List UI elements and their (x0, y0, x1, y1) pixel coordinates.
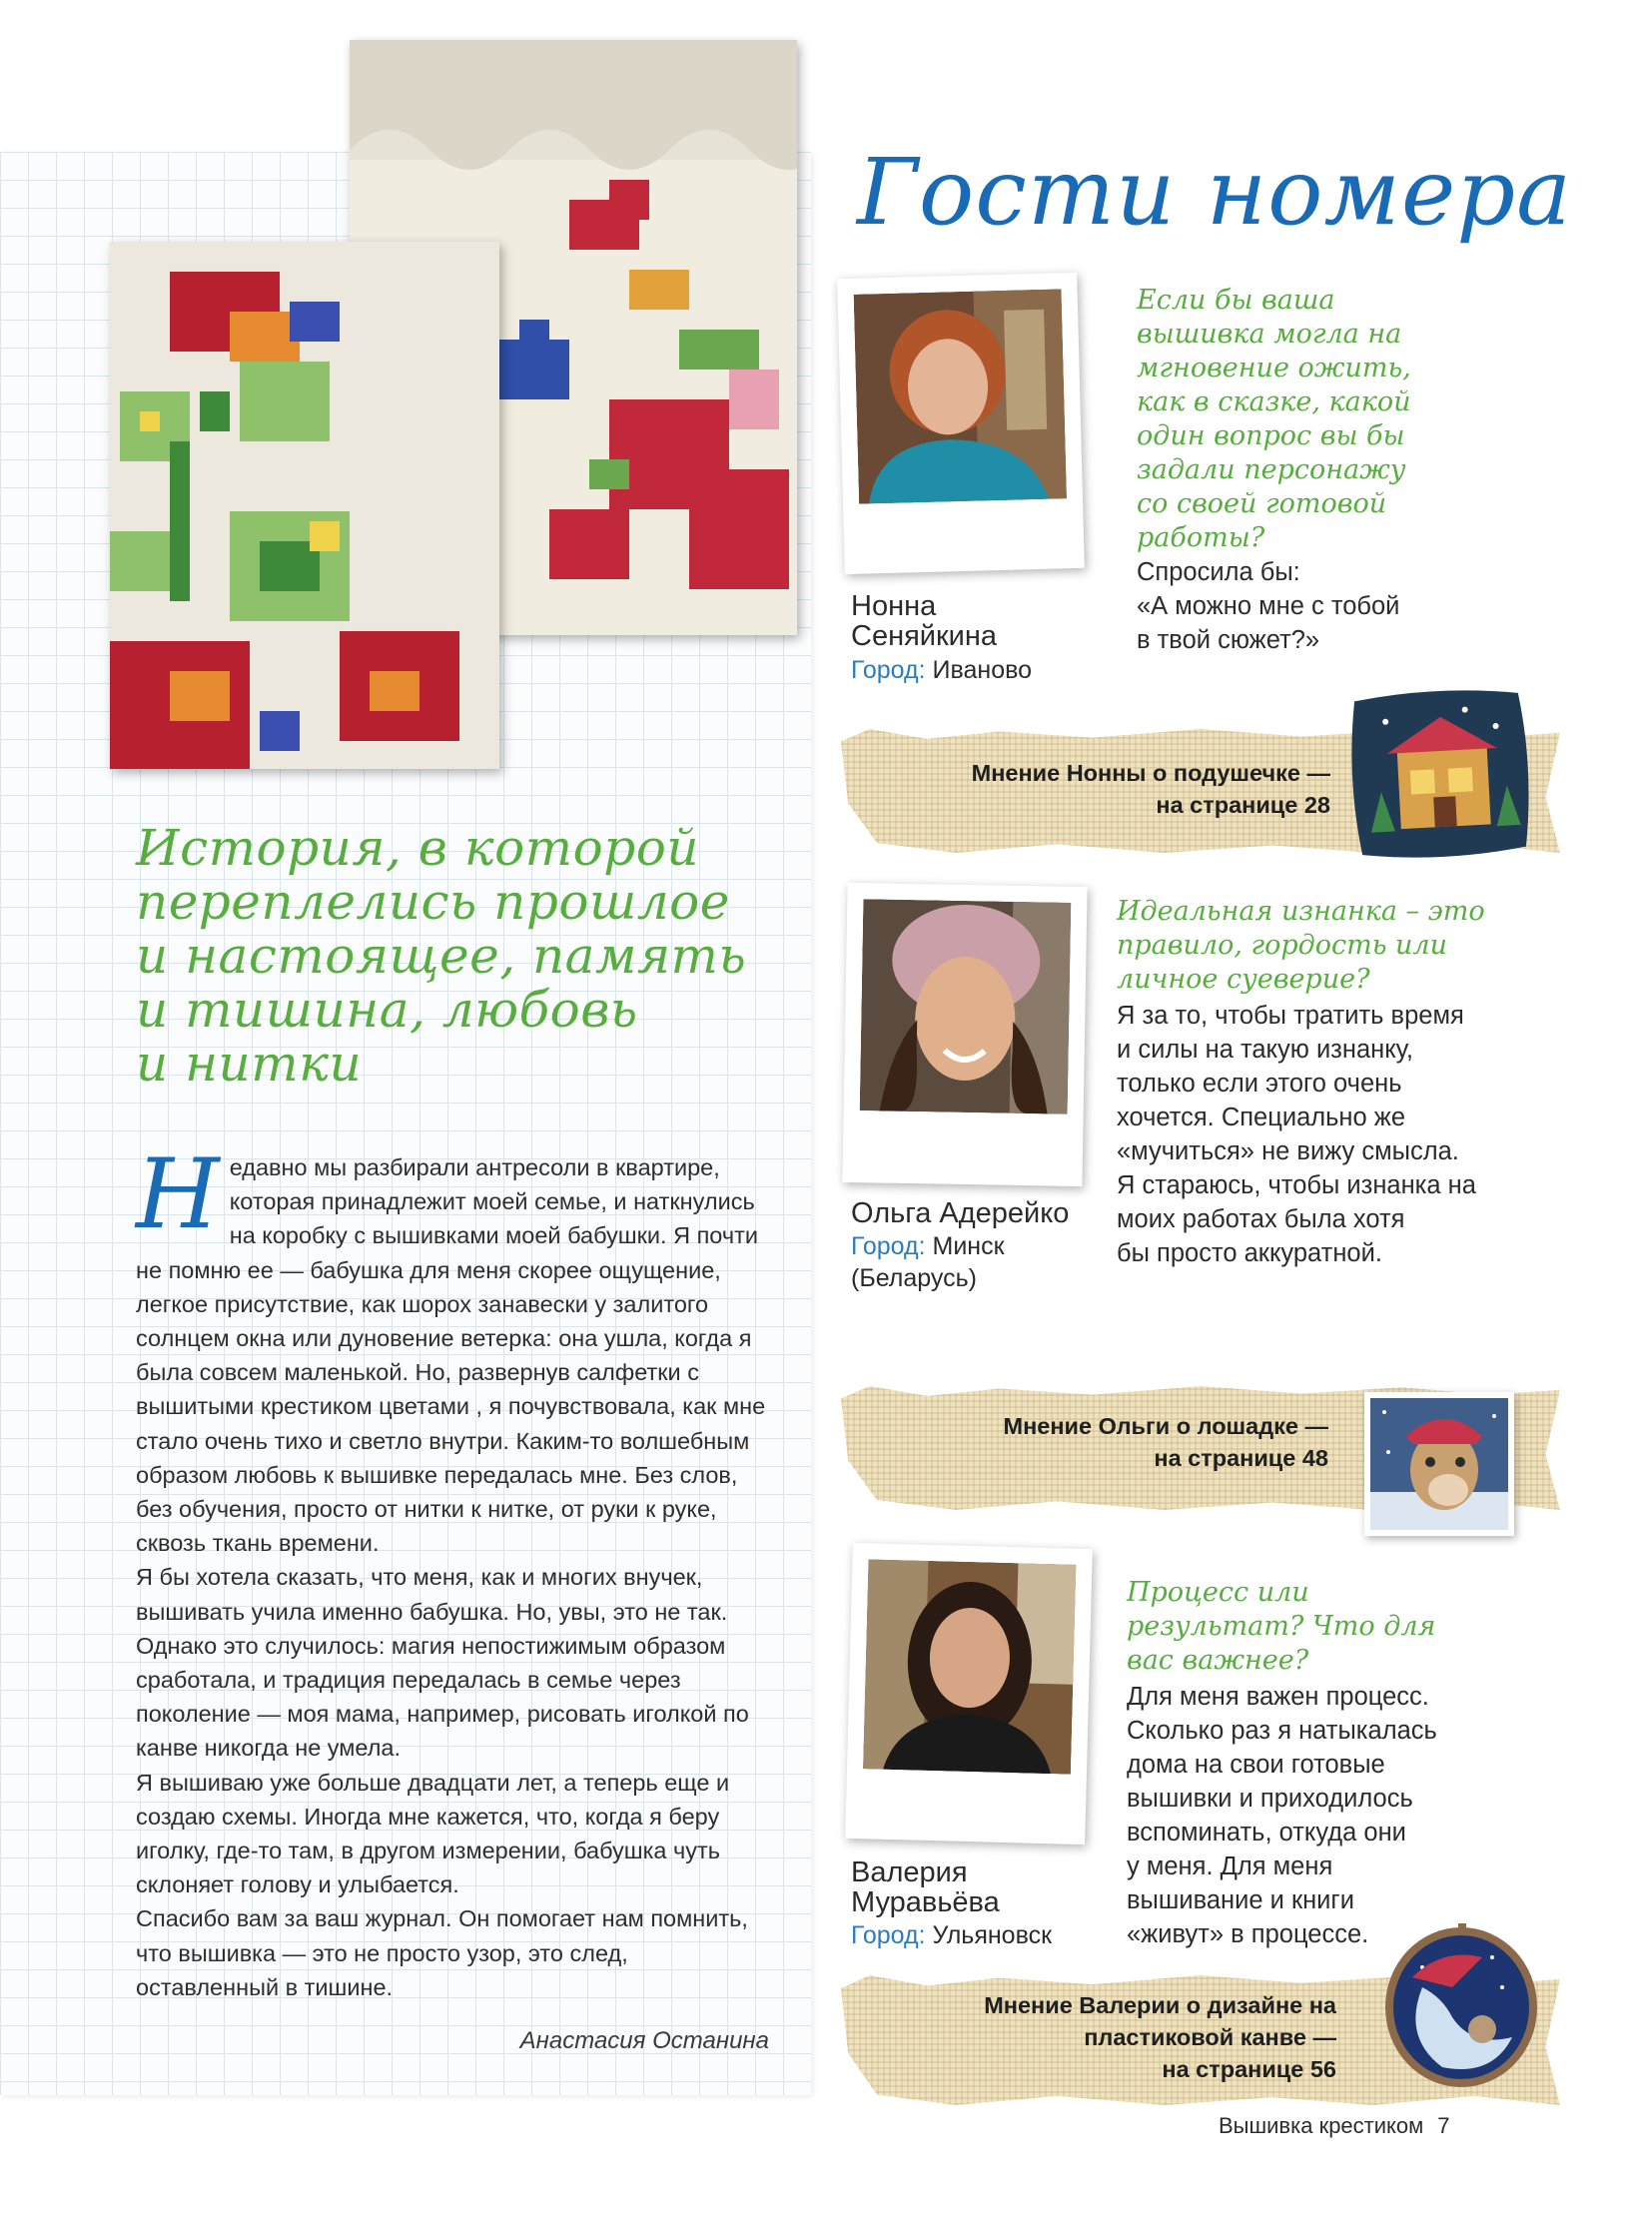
guest-answer (1127, 1680, 1437, 1951)
opinion-banner-text[interactable] (851, 757, 1330, 821)
answer-line: Я за то, чтобы тратить время (1117, 1002, 1464, 1030)
city-value: Минск (932, 1232, 1005, 1260)
banner-line: Мнение Нонны о подушечке — (971, 760, 1330, 786)
guest-question (1137, 284, 1411, 555)
question-line: как в сказке, какой (1137, 386, 1411, 417)
question-line: вас важнее? (1127, 1645, 1309, 1676)
guest-name (851, 1198, 1069, 1228)
guest-question (1117, 895, 1485, 997)
question-line: правило, гордость или (1117, 930, 1448, 961)
horse-embroidery-image (1364, 1392, 1514, 1536)
answer-line: только если этого очень (1117, 1070, 1402, 1098)
question-line: личное суеверие? (1117, 964, 1370, 995)
answer-line: вспоминать, откуда они (1127, 1819, 1406, 1846)
guest-photo-frame (842, 883, 1087, 1186)
answer-line: «А можно мне с тобой (1137, 592, 1400, 620)
story-paragraph: Я вышиваю уже больше двадцати лет, а теперь еще и создаю схемы. Иногда мне кажется, что, когда я беру иголку, где-то там, в другом измерении, бабушка чуть склоняет голову и улыбается. (136, 1769, 730, 1898)
guest-name-line: Нонна (851, 590, 937, 622)
banner-line: на странице 56 (1162, 2056, 1336, 2082)
magazine-name: Вышивка крестиком (1219, 2113, 1424, 2138)
banner-line: Мнение Валерии о дизайне на (984, 1992, 1336, 2018)
story-paragraph: Спасибо вам за ваш журнал. Он помогает нам помнить, что вышивка — это не просто узор, это след, оставленный в тишине. (136, 1905, 748, 2000)
guest-name-line: Валерия (851, 1856, 968, 1888)
guest-name (851, 1857, 1000, 1917)
story-title-line: и настоящее, память (136, 927, 747, 985)
story-title-line: История, в которой (136, 819, 700, 877)
city-value: (Беларусь) (851, 1264, 977, 1292)
answer-line: Для меня важен процесс. (1127, 1683, 1429, 1711)
guest-portrait (854, 289, 1067, 503)
guest-portrait (860, 899, 1072, 1114)
guest-name-line: Сеняйкина (851, 620, 998, 652)
answer-line: «мучиться» не вижу смысла. (1117, 1137, 1459, 1165)
banner-line: на странице 48 (1154, 1445, 1328, 1471)
banner-line: Мнение Ольги о лошадке — (1003, 1413, 1328, 1439)
city-label: Город: (851, 1232, 926, 1260)
question-line: результат? Что для (1127, 1611, 1436, 1642)
page-title: Гости номера (857, 139, 1573, 246)
answer-line: Сколько раз я натыкалась (1127, 1717, 1437, 1745)
pillow-embroidery-image (1344, 684, 1537, 863)
story-paragraph: едавно мы разбирали антресоли в квартире, которая принадлежит моей семье, и наткнулись на коробку с вышивками моей бабушки. Я почти не помню ее — бабушка для меня скорее ощущение, легкое присутствие, как шорох занавески у залитого солнцем окна или дуновение ветерка: она ушла, когда я была совсем маленькой. Но, развернув салфетки с вышитыми крестиком цветами , я почувствовала, как мне стало очень тихо и светло внутри. Каким-то волшебным образом любовь к вышивке передалась мне. Без слов, без обучения, просто от нитки к нитке, от руки к руке, сквозь ткань времени. (136, 1154, 766, 1557)
story-title (136, 821, 775, 1091)
story-signature: Анастасия Останина (519, 2027, 769, 2054)
answer-line: Спросила бы: (1137, 558, 1300, 586)
question-line: задали персонажу (1137, 454, 1406, 485)
question-line: один вопрос вы бы (1137, 420, 1405, 451)
question-line: Если бы ваша (1137, 285, 1335, 316)
guest-photo-frame (837, 273, 1085, 574)
answer-line: моих работах была хотя (1117, 1205, 1405, 1233)
answer-line: у меня. Для меня (1127, 1852, 1333, 1880)
answer-line: бы просто аккуратной. (1117, 1239, 1382, 1267)
guest-city (851, 1230, 1005, 1294)
guest-name (851, 591, 997, 651)
question-line: работы? (1137, 522, 1265, 553)
guest-answer (1137, 555, 1399, 657)
question-line: вышивка могла на (1137, 319, 1402, 350)
banner-line: пластиковой канве — (1084, 2024, 1336, 2050)
city-label: Город: (851, 1921, 926, 1949)
answer-line: вышивки и приходилось (1127, 1785, 1413, 1813)
guest-photo-frame (845, 1543, 1093, 1845)
answer-line: хочется. Специально же (1117, 1104, 1406, 1131)
question-line: Процесс или (1127, 1577, 1309, 1608)
banner-line: на странице 28 (1156, 792, 1330, 818)
story-body (136, 1138, 775, 2004)
question-line: со своей готовой (1137, 488, 1387, 519)
page-footer (1219, 2113, 1450, 2139)
story-title-line: и нитки (136, 1035, 363, 1093)
opinion-banner-text[interactable] (851, 1989, 1336, 2085)
guest-city (851, 1919, 1052, 1951)
drop-cap: Н (136, 1138, 220, 1250)
guest-question (1127, 1576, 1435, 1678)
answer-line: «живут» в процессе. (1127, 1920, 1369, 1948)
guest-answer (1117, 999, 1476, 1270)
embroidery-photo-napkin (110, 242, 499, 769)
hoop-embroidery-image (1382, 1917, 1540, 2089)
guest-portrait (863, 1559, 1076, 1774)
story-paragraph: Я бы хотела сказать, что меня, как и многих внучек, вышивать учила именно бабушка. Но, увы, это не так. Однако это случилось: магия непостижимым образом сработала, и традиция передалась в семье через поколение — моя мама, например, рисовать иголкой по канве никогда не умела. (136, 1564, 749, 1762)
story-title-line: и тишина, любовь (136, 981, 638, 1039)
city-label: Город: (851, 656, 926, 684)
city-value: Ульяновск (932, 1921, 1053, 1949)
answer-line: и силы на такую изнанку, (1117, 1036, 1413, 1064)
guest-city (851, 654, 1032, 686)
answer-line: в твой сюжет?» (1137, 626, 1320, 654)
story-title-line: переплелись прошлое (136, 873, 730, 931)
opinion-banner-text[interactable] (851, 1410, 1328, 1474)
question-line: мгновение ожить, (1137, 353, 1411, 383)
answer-line: дома на свои готовые (1127, 1751, 1385, 1779)
city-value: Иваново (932, 656, 1033, 684)
page-number: 7 (1437, 2113, 1450, 2138)
guest-name-line: Ольга Адерейко (851, 1197, 1070, 1229)
question-line: Идеальная изнанка – это (1117, 896, 1485, 927)
answer-line: Я стараюсь, чтобы изнанка на (1117, 1171, 1476, 1199)
guest-name-line: Муравьёва (851, 1886, 1000, 1918)
answer-line: вышивание и книги (1127, 1886, 1354, 1914)
